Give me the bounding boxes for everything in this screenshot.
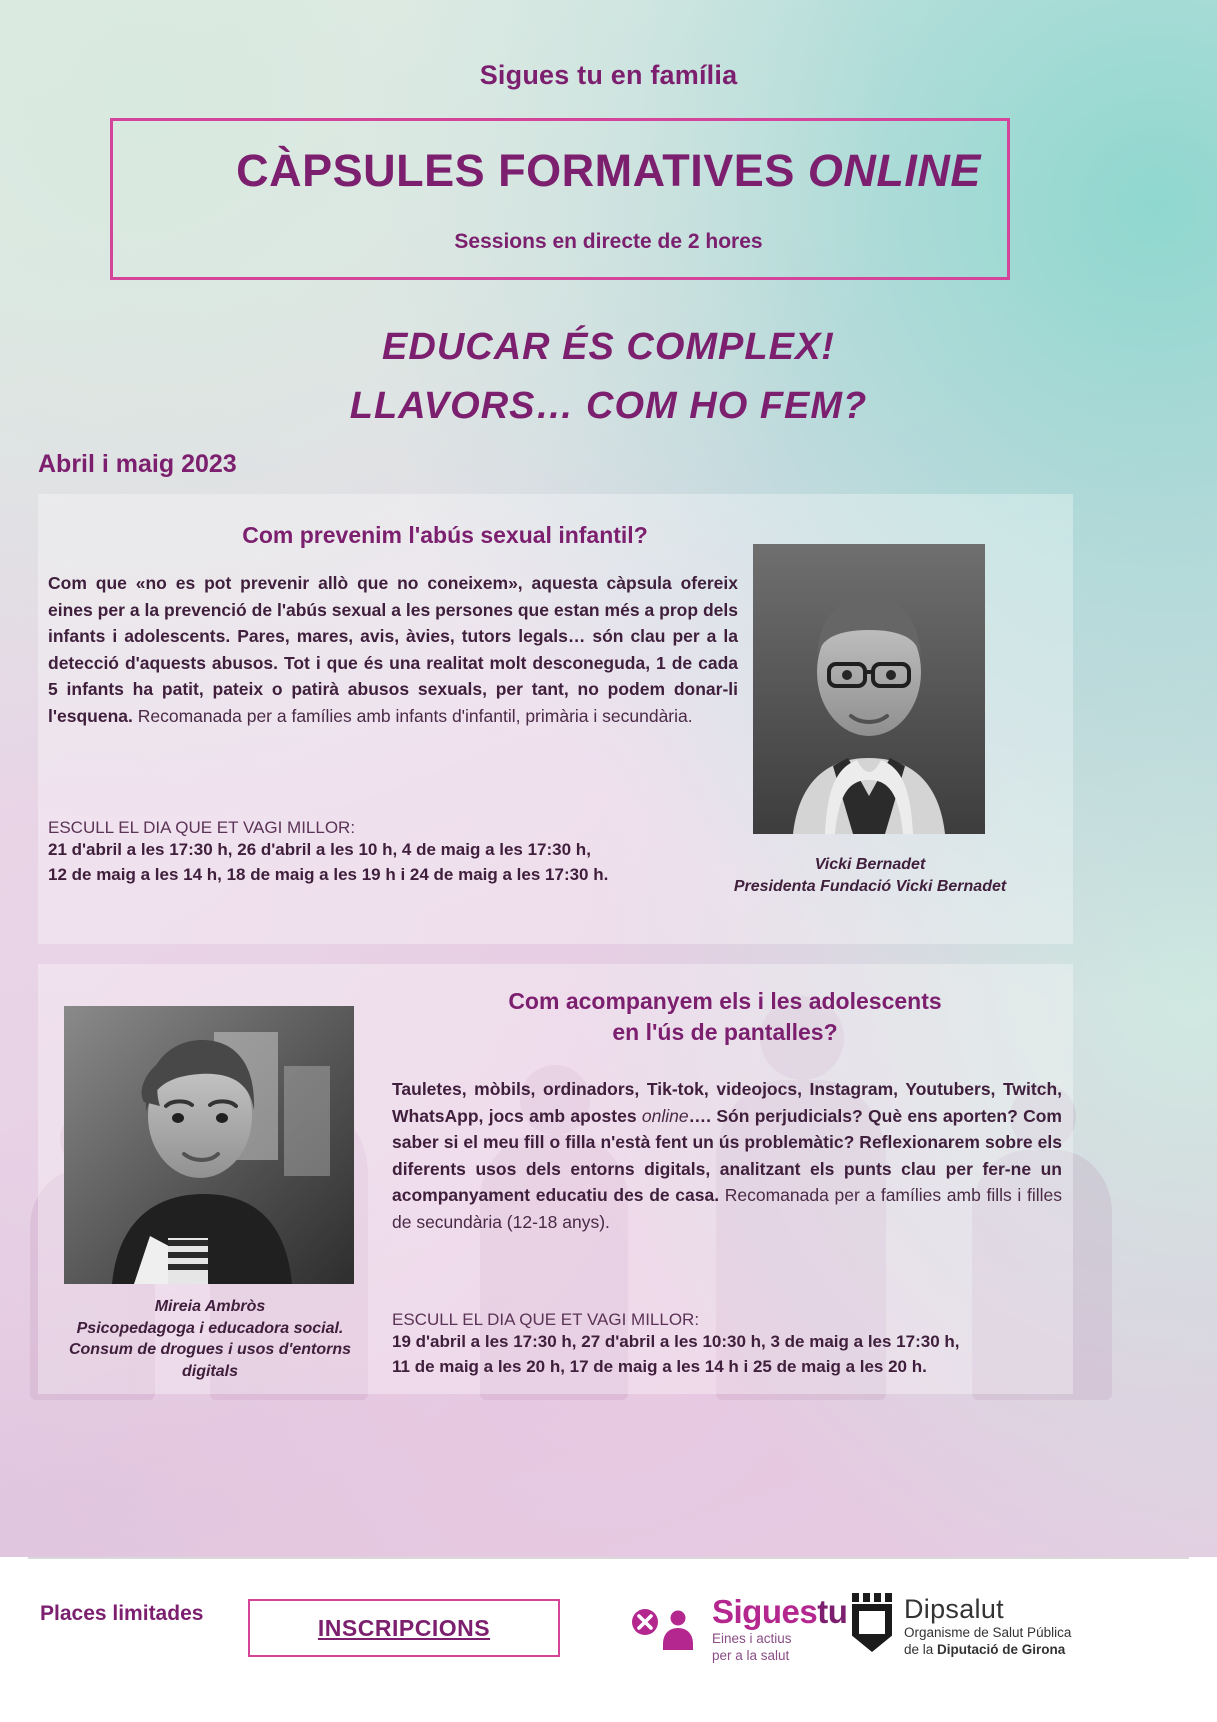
speaker-photo-vicki-bernadet: [753, 544, 985, 834]
poster-slogan: [0, 318, 1217, 436]
poster-footer: [0, 1557, 1217, 1722]
card-1-body-bold: Com que «no es pot prevenir allò que no coneixem», aquesta càpsula ofereix eines per a la prevenció de l'abús sexual a les persones que estan més a prop dels infants i adolescents. Pares, mares, avis, àvies, tutors legals… són clau per a la detecció d'aquests abusos. Tot i que és una realitat molt desconeguda, 1 de cada 5 infants ha patit, pateix o patirà abusos sexuals, per tant, no podem donar-li l'esquena.: [48, 573, 738, 726]
dipsalut-sub-2-pre: de la: [904, 1641, 938, 1657]
card-1-schedule-line-1: 21 d'abril a les 17:30 h, 26 d'abril a les 10 h, 4 de maig a les 17:30 h,: [48, 840, 591, 859]
dipsalut-sub-2-bold: Diputació de Girona: [937, 1641, 1066, 1657]
places-limited-label: Places limitades: [40, 1602, 204, 1625]
card-2-body-bold-1: Tauletes, mòbils, ordinadors, Tik-tok, videojocs, Instagram, Youtubers, Twitch, WhatsApp, jocs amb apostes: [392, 1079, 1062, 1126]
logo-sigues-tu: [628, 1595, 847, 1665]
poster-main-title: [0, 145, 1217, 197]
inscriptions-button[interactable]: [248, 1599, 560, 1657]
card-1-schedule-label: ESCULL EL DIA QUE ET VAGI MILLOR:: [48, 818, 356, 837]
card-2-speaker-role-1: Psicopedagoga i educadora social.: [76, 1319, 344, 1337]
girona-coat-of-arms-icon: [852, 1593, 892, 1652]
card-2-title-line-2: en l'ús de pantalles?: [612, 1019, 838, 1046]
card-2-schedule-line-2: 11 de maig a les 20 h, 17 de maig a les 14 h i 25 de maig a les 20 h.: [392, 1356, 927, 1376]
card-2-schedule-label: ESCULL EL DIA QUE ET VAGI MILLOR:: [392, 1310, 700, 1329]
slogan-line-1: EDUCAR ÉS COMPLEX!: [382, 326, 835, 368]
sigues-tu-tagline: [712, 1631, 847, 1665]
card-2-body-regular: Recomanada per a famílies amb fills i filles de secundària (12-18 anys).: [392, 1185, 1062, 1232]
card-1-speaker-role: Presidenta Fundació Vicki Bernadet: [733, 877, 1007, 895]
card-2-schedule: [392, 1310, 1062, 1379]
sigues-tagline-2: per a la salut: [712, 1647, 790, 1663]
poster-subtitle: Sessions en directe de 2 hores: [454, 230, 763, 253]
sigues-tu-wordmark: [712, 1595, 847, 1665]
tu-word: tu: [817, 1593, 848, 1630]
speaker-photo-mireia-ambros: [64, 1006, 354, 1284]
poster-kicker: Sigues tu en família: [479, 60, 738, 90]
hero-title-main: CÀPSULES FORMATIVES: [236, 145, 808, 196]
card-1-body: [48, 570, 738, 730]
card-2-speaker-role-2: Consum de drogues i usos d'entorns: [68, 1341, 352, 1359]
slogan-line-2: LLAVORS… COM HO FEM?: [349, 384, 868, 427]
hero-frame: [110, 118, 1010, 280]
portrait-illustration-2: [64, 1006, 354, 1284]
sigues-tu-icon: [628, 1608, 702, 1652]
date-range-label: Abril i maig 2023: [38, 450, 237, 478]
portrait-illustration-1: [753, 544, 985, 834]
sigues-tagline-1: Eines i actius: [712, 1631, 792, 1646]
dipsalut-sub-2: [904, 1642, 1071, 1658]
dipsalut-sub-1: Organisme de Salut Pública: [904, 1625, 1072, 1641]
card-2-body: [392, 1076, 1062, 1236]
logo-dipsalut: [852, 1593, 1071, 1658]
card-2-body-bold-2: …. Són perjudicials? Què ens aporten? Com saber si el meu fill o filla n'està fent un ús problemàtic? Reflexionarem sobre els diferents usos dels entorns digitals, analitzant els punts clau per fer-ne un acompanyament educatiu des de casa.: [392, 1105, 1062, 1206]
card-2-schedule-line-1: 19 d'abril a les 17:30 h, 27 d'abril a les 10:30 h, 3 de maig a les 17:30 h,: [392, 1332, 960, 1351]
inscriptions-button-label: INSCRIPCIONS: [317, 1614, 491, 1641]
card-2-speaker-caption: [50, 1296, 370, 1382]
card-2-body-italic: online: [641, 1105, 689, 1126]
card-1-schedule-line-2: 12 de maig a les 14 h, 18 de maig a les 19 h i 24 de maig a les 17:30 h.: [48, 864, 609, 884]
card-1-schedule: [48, 818, 748, 887]
card-2-speaker-role-3: digitals: [181, 1362, 238, 1380]
card-2-title: [390, 986, 1060, 1048]
card-1-speaker-caption: [700, 854, 1040, 897]
card-2-speaker-name: Mireia Ambròs: [154, 1298, 266, 1315]
hero-title-italic: ONLINE: [807, 145, 981, 196]
sigues-tu-name: [712, 1595, 847, 1628]
sigues-word: Sigues: [712, 1593, 818, 1630]
dipsalut-name: Dipsalut: [904, 1594, 1004, 1624]
card-1-speaker-name: Vicki Bernadet: [814, 856, 926, 873]
card-1-title: Com prevenim l'abús sexual infantil?: [242, 522, 648, 548]
footer-divider: [28, 1557, 1189, 1559]
dipsalut-wordmark: [904, 1593, 1071, 1658]
card-2-title-line-1: Com acompanyem els i les adolescents: [508, 988, 942, 1014]
card-1-body-regular: Recomanada per a famílies amb infants d'infantil, primària i secundària.: [132, 705, 693, 726]
